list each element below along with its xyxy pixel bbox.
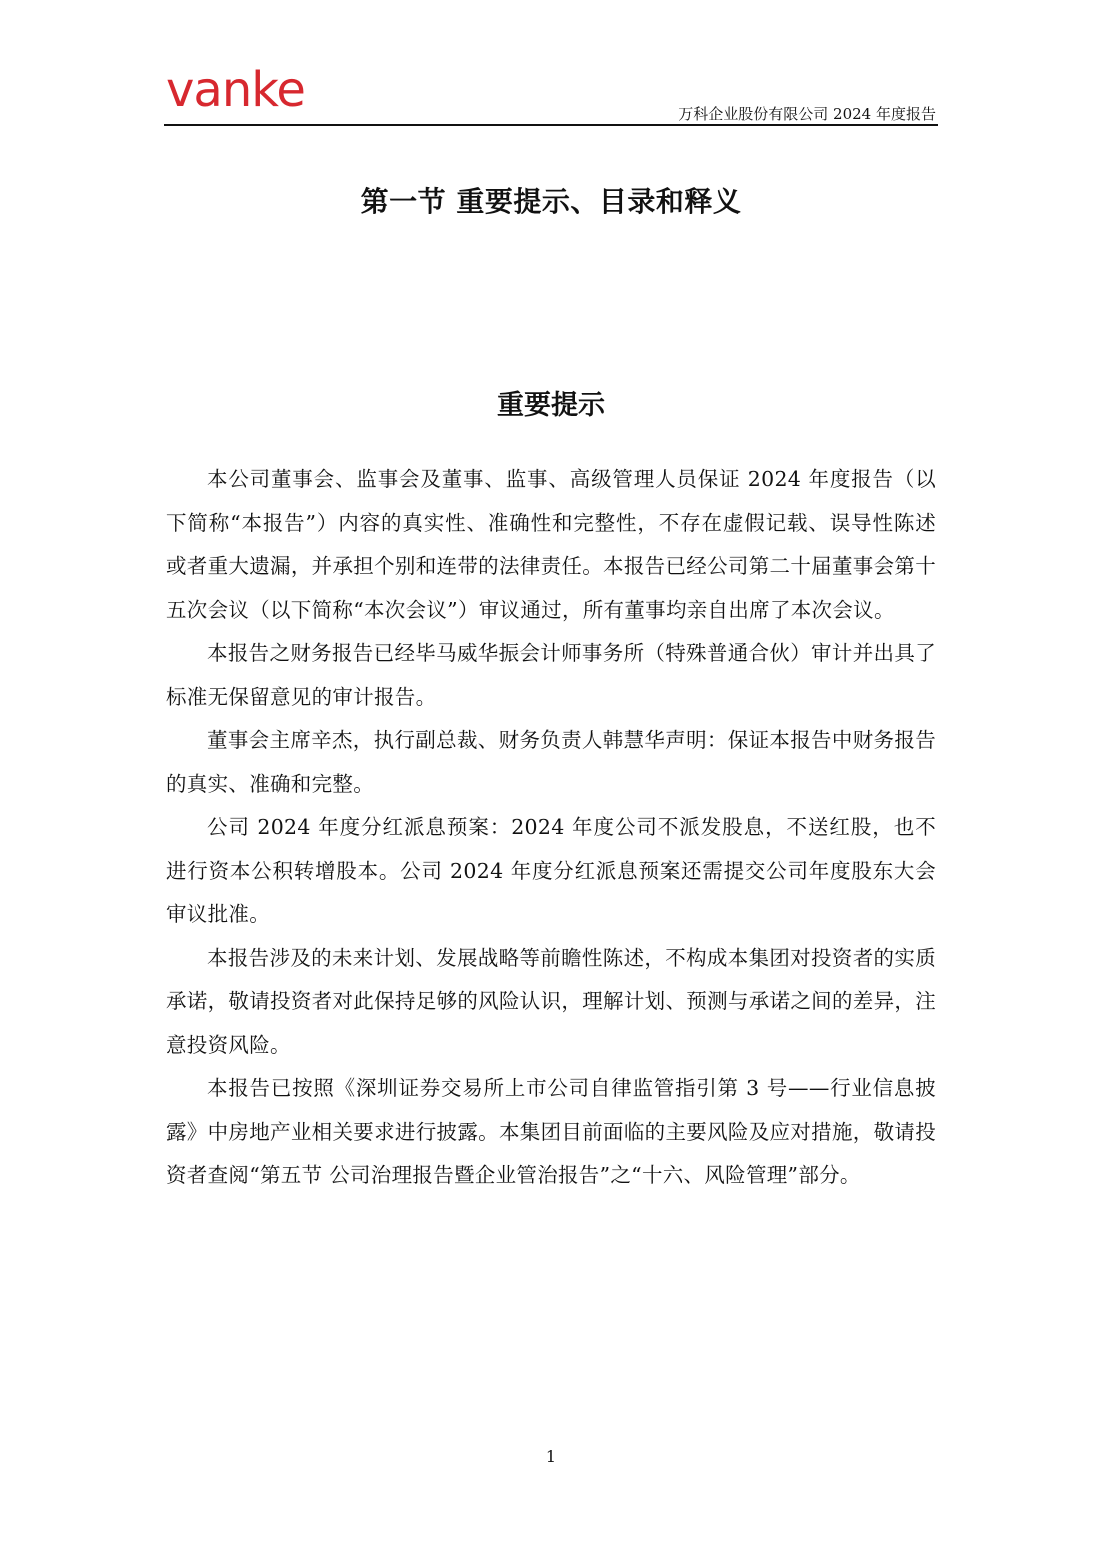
vanke-logo: vanke — [166, 62, 305, 118]
paragraph-responsibility: 本公司董事会、监事会及董事、监事、高级管理人员保证 2024 年度报告（以下简称“本报告”）内容的真实性、准确性和完整性，不存在虚假记载、误导性陈述或者重大遗漏，并承担个别和连带的法律责任。本报告已经公司第二十届董事会第十五次会议（以下简称“本次会议”）审议通过，所有董事均亲自出席了本次会议。 — [166, 467, 936, 622]
paragraph-disclosure: 本报告已按照《深圳证券交易所上市公司自律监管指引第 3 号——行业信息披露》中房地产业相关要求进行披露。本集团目前面临的主要风险及应对措施，敬请投资者查阅“第五节 公司治理报告暨企业管治报告”之“十六、风险管理”部分。 — [166, 1076, 936, 1187]
paragraph-declaration: 董事会主席辛杰，执行副总裁、财务负责人韩慧华声明：保证本报告中财务报告的真实、准确和完整。 — [166, 728, 936, 796]
section-title: 第一节 重要提示、目录和释义 — [360, 185, 742, 218]
header-divider — [164, 124, 938, 126]
report-title: 万科企业股份有限公司 2024 年度报告 — [678, 105, 936, 123]
important-notice-heading: 重要提示 — [497, 390, 605, 421]
notice-body — [166, 458, 936, 1198]
paragraph-dividend: 公司 2024 年度分红派息预案：2024 年度公司不派发股息，不送红股，也不进行资本公积转增股本。公司 2024 年度分红派息预案还需提交公司年度股东大会审议批准。 — [166, 815, 936, 926]
page-number: 1 — [545, 1447, 557, 1466]
paragraph-forward-looking: 本报告涉及的未来计划、发展战略等前瞻性陈述，不构成本集团对投资者的实质承诺，敬请投资者对此保持足够的风险认识，理解计划、预测与承诺之间的差异，注意投资风险。 — [166, 945, 936, 1057]
paragraph-audit: 本报告之财务报告已经毕马威华振会计师事务所（特殊普通合伙）审计并出具了标准无保留意见的审计报告。 — [166, 641, 936, 709]
